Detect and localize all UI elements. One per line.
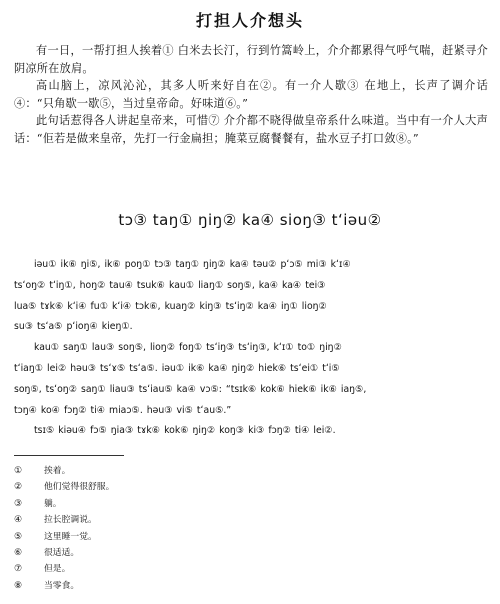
footnote-text: 拉长腔调说。	[44, 515, 97, 526]
footnote-marker: ④	[14, 515, 22, 526]
footnote-marker: ①	[14, 466, 22, 476]
footnote-text: 但是。	[44, 564, 71, 575]
body-text	[14, 42, 488, 147]
paragraph: 有一日，一帮打担人挨着① 白米去长汀，行到竹篙岭上，介介都累得气呼气喘，赶紧寻介阴凉所在放肩。	[14, 44, 488, 75]
footnote-text: 躺。	[44, 498, 62, 509]
footnote	[14, 545, 114, 561]
phonetic-line: tsʻoŋ② tʻiŋ①, hoŋ② tau④ tsuk⑥ kau① liaŋ① soŋ⑤, ka④ ka④ tei③	[14, 279, 326, 291]
footnote-divider	[14, 455, 124, 456]
phonetic-line: kau① saŋ① lau③ soŋ⑤, lioŋ② foŋ① tsʻiŋ③ tsʻiŋ③, kʻɪ① to① ŋiŋ②	[34, 342, 342, 354]
footnote	[14, 529, 114, 545]
footnote-marker: ⑥	[14, 548, 22, 559]
document-title: 打担人介想头	[195, 11, 304, 30]
footnote-text: 当零食。	[44, 580, 80, 591]
footnote-marker: ②	[14, 482, 22, 493]
phonetic-line: tʻiaŋ① lei② həu③ tsʻɤ⑤ tsʻa⑤. iəu① ik⑥ ka④ ŋiŋ② hiek⑥ tsʻei① tʻi⑤	[14, 362, 340, 374]
footnote-marker: ⑧	[14, 580, 22, 591]
phonetic-line: tsɪ⑤ kiəu④ fɔ⑤ ŋia③ tɤk⑥ kok⑥ ŋiŋ② koŋ③ ki③ fɔŋ② ti④ lei②.	[34, 425, 336, 437]
footnote-marker: ⑦	[14, 564, 22, 575]
footnote-text: 他们觉得很舒服。	[44, 482, 115, 493]
phonetic-line: su③ tsʻa⑤ pʻioŋ④ kieŋ①.	[14, 321, 133, 333]
footnote	[14, 512, 114, 528]
footnotes	[14, 463, 114, 594]
phonetic-line: tɔŋ④ ko④ fɔŋ② ti④ miaɔ⑤. həu③ vi⑤ tʻau⑤.”	[14, 404, 232, 416]
footnote-text: 这里睡一觉。	[44, 531, 97, 542]
footnote-marker: ⑤	[14, 531, 22, 542]
footnote-text: 挨着。	[44, 466, 71, 476]
footnote	[14, 578, 114, 594]
footnote-marker: ③	[14, 498, 22, 509]
footnote	[14, 463, 114, 479]
footnote	[14, 496, 114, 512]
phonetic-line: soŋ⑤, tsʻoŋ② saŋ① liau③ tsʻiau⑤ ka④ vɔ⑤: “tsɪk⑥ kok⑥ hiek⑥ ik⑥ iaŋ⑤,	[14, 383, 367, 395]
footnote-text: 很适适。	[44, 548, 80, 559]
footnote	[14, 479, 114, 495]
phonetic-line: lua⑤ tɤk⑥ kʻi④ fu① kʻi④ tɔk⑥, kuaŋ② kiŋ③ tsʻiŋ② ka④ iŋ① lioŋ②	[14, 300, 327, 312]
footnote	[14, 561, 114, 577]
paragraph: 高山脑上，凉风沁沁，其多人听来好自在②。有一介人歇③ 在地上，长声了调介话④：“只角歇一歇⑤，当过皇帝命。好味道⑥。”	[14, 79, 488, 110]
phonetic-title: tɔ③ taŋ① ŋiŋ② ka④ sioŋ③ tʻiəu②	[118, 211, 382, 229]
phonetic-transcription	[14, 255, 490, 442]
phonetic-line: iəu① ik⑥ ŋi⑤, ik⑥ poŋ① tɔ③ taŋ① ŋiŋ② ka④ təu② pʻɔ⑤ mi③ kʻɪ④	[34, 259, 351, 270]
paragraph: 此句话惹得各人讲起皇帝来，可惜⑦ 介介都不晓得做皇帝系什么味道。当中有一介人大声话：“佢若是做来皇帝，先打一行金扁担；腌菜豆腐餐餐有，盐水豆子打口敛⑧。”	[14, 114, 488, 145]
